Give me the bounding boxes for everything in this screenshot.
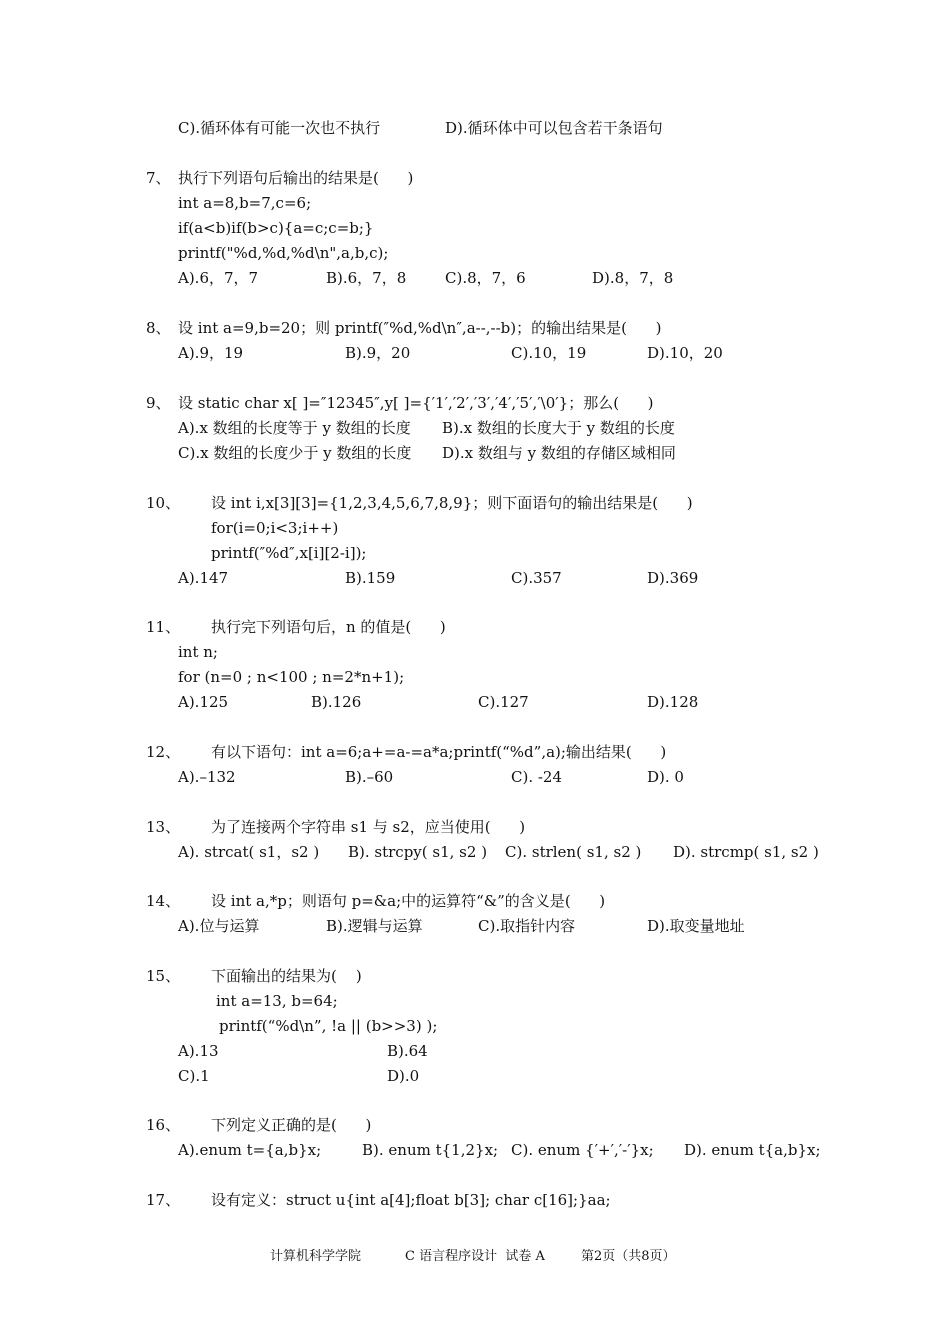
q8-option-d: D).10，20	[647, 344, 723, 362]
q11-code-line: int n;	[178, 643, 218, 661]
q8-option-b: B).9，20	[345, 344, 411, 362]
q6-option-d: D).循环体中可以包含若干条语句	[445, 119, 663, 137]
q10-option-d: D).369	[647, 569, 699, 587]
q7-number: 7、	[146, 169, 171, 187]
q10-option-a: A).147	[178, 569, 229, 587]
q15-number: 15、	[146, 967, 181, 985]
q7-option-b: B).6，7，8	[326, 269, 407, 287]
q13-option-b: B). strcpy( s1, s2 )	[348, 843, 488, 861]
q10-option-b: B).159	[345, 569, 396, 587]
q13-option-c: C). strlen( s1, s2 )	[505, 843, 642, 861]
q10-stem: 设 int i,x[3][3]={1,2,3,4,5,6,7,8,9}；则下面语句的输出结果是( )	[211, 494, 693, 512]
q6-option-c: C).循环体有可能一次也不执行	[178, 119, 381, 137]
q15-option-d: D).0	[387, 1067, 420, 1085]
footer-page-number: 第2页（共8页）	[581, 1249, 676, 1264]
q15-code-line: int a=13, b=64;	[216, 992, 338, 1010]
q14-stem: 设 int a,*p；则语句 p=&a;中的运算符“&”的含义是( )	[211, 892, 606, 910]
q11-option-a: A).125	[178, 693, 229, 711]
q16-stem: 下列定义正确的是( )	[211, 1116, 372, 1134]
q7-option-a: A).6，7，7	[178, 269, 259, 287]
q14-option-d: D).取变量地址	[647, 917, 745, 935]
q13-stem: 为了连接两个字符串 s1 与 s2，应当使用( )	[211, 818, 526, 836]
q10-code-line: for(i=0;i<3;i++)	[211, 519, 339, 537]
footer-school: 计算机科学学院	[270, 1249, 362, 1264]
q16-option-b: B). enum t{1,2}x;	[362, 1141, 499, 1159]
q11-code-line: for (n=0 ; n<100 ; n=2*n+1);	[178, 668, 405, 686]
q14-option-c: C).取指针内容	[478, 917, 576, 935]
q16-option-c: C). enum {′+′,′-′}x;	[511, 1141, 654, 1159]
q15-option-b: B).64	[387, 1042, 428, 1060]
q17-stem: 设有定义：struct u{int a[4];float b[3]; char c[16];}aa;	[211, 1191, 611, 1209]
q7-code-line: printf("%d,%d,%d\n",a,b,c);	[178, 244, 389, 262]
footer-course: C 语言程序设计 试卷 A	[405, 1249, 545, 1264]
q12-stem: 有以下语句：int a=6;a+=a-=a*a;printf(“%d”,a);输出结果( )	[211, 743, 667, 761]
q13-option-d: D). strcmp( s1, s2 )	[673, 843, 819, 861]
q11-option-d: D).128	[647, 693, 699, 711]
q16-number: 16、	[146, 1116, 181, 1134]
q8-option-a: A).9，19	[178, 344, 244, 362]
q8-option-c: C).10，19	[511, 344, 587, 362]
q7-stem: 执行下列语句后输出的结果是( )	[178, 169, 414, 187]
q16-option-d: D). enum t{a,b}x;	[684, 1141, 821, 1159]
q9-option-c: C).x 数组的长度少于 y 数组的长度	[178, 444, 412, 462]
q11-option-c: C).127	[478, 693, 529, 711]
q14-number: 14、	[146, 892, 181, 910]
q15-option-c: C).1	[178, 1067, 210, 1085]
q14-option-a: A).位与运算	[178, 917, 260, 935]
q13-number: 13、	[146, 818, 181, 836]
q12-option-b: B).–60	[345, 768, 394, 786]
q8-number: 8、	[146, 319, 171, 337]
q17-number: 17、	[146, 1191, 181, 1209]
q15-stem: 下面输出的结果为( )	[211, 967, 362, 985]
q10-option-c: C).357	[511, 569, 562, 587]
q8-stem: 设 int a=9,b=20；则 printf(″%d,%d\n″,a--,--b)；的输出结果是( )	[178, 319, 662, 337]
q10-number: 10、	[146, 494, 181, 512]
q7-code-line: int a=8,b=7,c=6;	[178, 194, 312, 212]
q15-code-line: printf(“%d\n”, !a || (b>>3) );	[219, 1017, 438, 1035]
q9-option-b: B).x 数组的长度大于 y 数组的长度	[442, 419, 675, 437]
q13-option-a: A). strcat( s1，s2 )	[178, 843, 320, 861]
q15-option-a: A).13	[178, 1042, 219, 1060]
q11-option-b: B).126	[311, 693, 362, 711]
q10-code-line: printf(″%d″,x[i][2-i]);	[211, 544, 367, 562]
q9-option-a: A).x 数组的长度等于 y 数组的长度	[178, 419, 411, 437]
q9-stem: 设 static char x[ ]=″12345″,y[ ]={′1′,′2′,′3′,′4′,′5′,′\0′}；那么( )	[178, 394, 654, 412]
q9-number: 9、	[146, 394, 171, 412]
q9-option-d: D).x 数组与 y 数组的存储区域相同	[442, 444, 676, 462]
q12-number: 12、	[146, 743, 181, 761]
q14-option-b: B).逻辑与运算	[326, 917, 423, 935]
q11-number: 11、	[146, 618, 181, 636]
q16-option-a: A).enum t={a,b}x;	[178, 1141, 322, 1159]
q7-code-line: if(a<b)if(b>c){a=c;c=b;}	[178, 219, 374, 237]
q12-option-d: D). 0	[647, 768, 684, 786]
q12-option-c: C). -24	[511, 768, 563, 786]
q7-option-d: D).8，7，8	[592, 269, 674, 287]
q7-option-c: C).8，7，6	[445, 269, 526, 287]
q11-stem: 执行完下列语句后，n 的值是( )	[211, 618, 446, 636]
q12-option-a: A).–132	[178, 768, 236, 786]
